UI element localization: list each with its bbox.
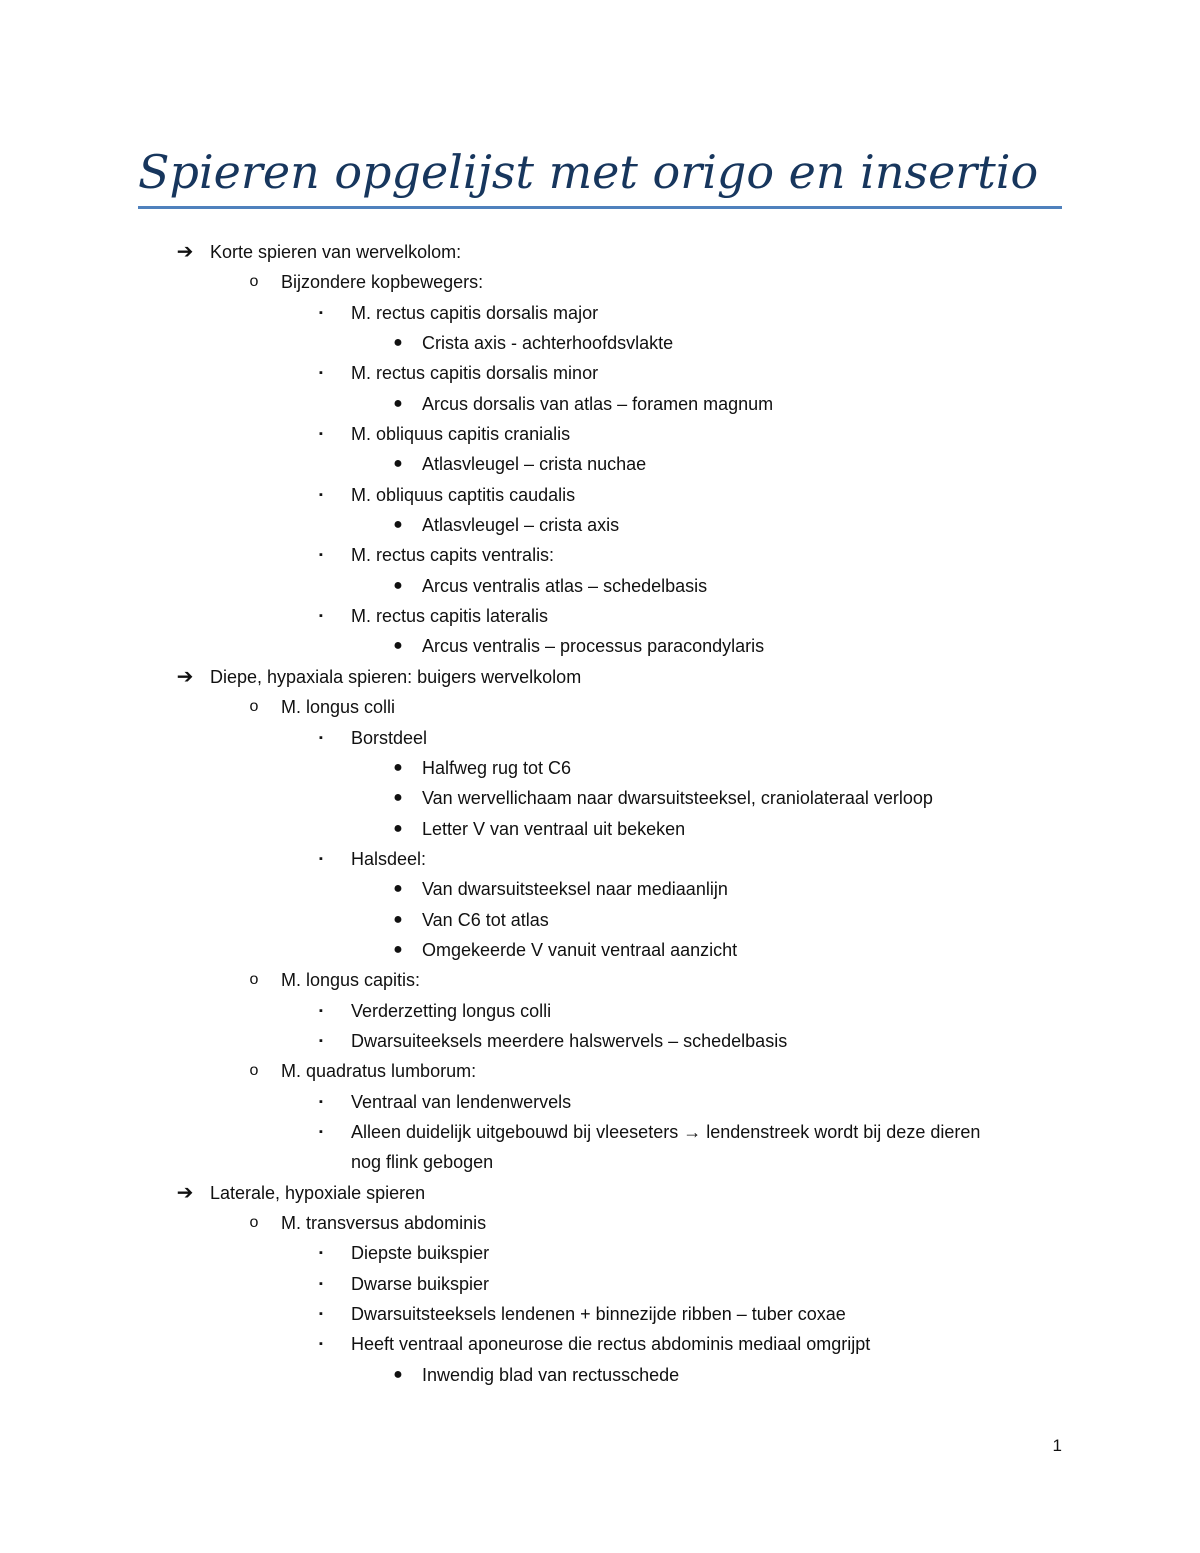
outline-subitem bbox=[0, 510, 1200, 540]
square-bullet-icon: ▪ bbox=[319, 549, 323, 562]
outline-item bbox=[0, 298, 1200, 328]
dot-bullet-icon: ● bbox=[393, 789, 403, 807]
square-bullet-icon: ▪ bbox=[319, 1034, 323, 1047]
title-underline bbox=[138, 206, 1062, 209]
outline-text: Atlasvleugel – crista axis bbox=[422, 515, 620, 536]
muscle-outline-list bbox=[0, 237, 1200, 1390]
outline-subitem bbox=[0, 874, 1200, 904]
square-bullet-icon: ▪ bbox=[319, 306, 323, 319]
outline-item bbox=[0, 723, 1200, 753]
outline-text: Halsdeel: bbox=[351, 848, 427, 869]
outline-item bbox=[0, 1238, 1200, 1268]
outline-item bbox=[0, 1299, 1200, 1329]
dot-bullet-icon: ● bbox=[393, 758, 403, 776]
circle-bullet-icon: o bbox=[249, 1062, 259, 1080]
outline-text: M. rectus capits ventralis: bbox=[351, 545, 555, 566]
outline-subitem bbox=[0, 631, 1200, 661]
outline-text: Arcus ventralis atlas – schedelbasis bbox=[422, 575, 708, 596]
outline-item bbox=[0, 1026, 1200, 1056]
arrow-right-icon: ➔ bbox=[176, 241, 194, 263]
square-bullet-icon: ▪ bbox=[319, 1004, 323, 1017]
outline-item bbox=[0, 358, 1200, 388]
square-bullet-icon: ▪ bbox=[319, 610, 323, 623]
outline-text: Halfweg rug tot C6 bbox=[422, 757, 572, 778]
dot-bullet-icon: ● bbox=[393, 1365, 403, 1383]
outline-item bbox=[0, 1269, 1200, 1299]
arrow-right-icon: ➔ bbox=[176, 665, 194, 688]
outline-muscle-group bbox=[0, 1208, 1200, 1238]
dot-bullet-icon: ● bbox=[393, 880, 403, 898]
outline-text: Crista axis - achterhoofdsvlakte bbox=[422, 333, 674, 354]
square-bullet-icon: ▪ bbox=[319, 1095, 323, 1108]
outline-subitem bbox=[0, 935, 1200, 965]
outline-text: M. rectus capitis dorsalis major bbox=[351, 302, 599, 323]
outline-item bbox=[0, 1329, 1200, 1359]
outline-text: Alleen duidelijk uitgebouwd bij vleeseters → lendenstreek wordt bij deze dieren bbox=[351, 1121, 981, 1142]
circle-bullet-icon: o bbox=[249, 1214, 259, 1231]
outline-text: M. rectus capitis dorsalis minor bbox=[351, 363, 599, 384]
outline-subitem bbox=[0, 814, 1200, 844]
outline-item-continuation bbox=[0, 1147, 1200, 1177]
outline-text: Dwarse buikspier bbox=[351, 1273, 490, 1294]
outline-section bbox=[0, 1178, 1200, 1208]
outline-text: Arcus ventralis – processus paracondylaris bbox=[422, 636, 765, 657]
outline-text: M. obliquus capitis cranialis bbox=[351, 424, 571, 445]
dot-bullet-icon: ● bbox=[393, 940, 403, 958]
outline-text: nog flink gebogen bbox=[351, 1152, 494, 1173]
outline-text: Heeft ventraal aponeurose die rectus abdominis mediaal omgrijpt bbox=[351, 1334, 871, 1355]
outline-text: Letter V van ventraal uit bekeken bbox=[422, 818, 686, 839]
outline-section bbox=[0, 237, 1200, 267]
outline-subitem bbox=[0, 449, 1200, 479]
outline-text: Ventraal van lendenwervels bbox=[351, 1091, 572, 1112]
square-bullet-icon: ▪ bbox=[319, 428, 323, 441]
dot-bullet-icon: ● bbox=[393, 637, 403, 655]
outline-text: M. transversus abdominis bbox=[281, 1213, 487, 1233]
arrow-right-icon: ➔ bbox=[176, 1181, 194, 1204]
outline-item bbox=[0, 844, 1200, 874]
outline-text: Bijzondere kopbewegers: bbox=[281, 272, 484, 293]
square-bullet-icon: ▪ bbox=[319, 1277, 323, 1290]
outline-text: Korte spieren van wervelkolom: bbox=[210, 242, 462, 262]
circle-bullet-icon: o bbox=[249, 971, 259, 989]
outline-text: Borstdeel bbox=[351, 727, 428, 748]
outline-section bbox=[0, 662, 1200, 692]
square-bullet-icon: ▪ bbox=[319, 488, 323, 501]
outline-subitem bbox=[0, 328, 1200, 358]
square-bullet-icon: ▪ bbox=[319, 367, 323, 380]
dot-bullet-icon: ● bbox=[393, 819, 403, 837]
outline-subitem bbox=[0, 571, 1200, 601]
outline-text: Dwarsuitsteeksels lendenen + binnezijde ribben – tuber coxae bbox=[351, 1304, 846, 1325]
outline-text: M. longus capitis: bbox=[281, 970, 421, 991]
square-bullet-icon: ▪ bbox=[319, 852, 323, 865]
outline-item bbox=[0, 601, 1200, 631]
outline-subitem bbox=[0, 753, 1200, 783]
outline-subitem bbox=[0, 1360, 1200, 1390]
dot-bullet-icon: ● bbox=[393, 334, 403, 352]
outline-item bbox=[0, 540, 1200, 570]
dot-bullet-icon: ● bbox=[393, 455, 403, 473]
outline-text: Van dwarsuitsteeksel naar mediaanlijn bbox=[422, 879, 728, 900]
outline-text: Laterale, hypoxiale spieren bbox=[210, 1182, 426, 1203]
dot-bullet-icon: ● bbox=[393, 394, 403, 412]
outline-muscle-group bbox=[0, 1056, 1200, 1086]
outline-subitem bbox=[0, 905, 1200, 935]
outline-text: Verderzetting longus colli bbox=[351, 1000, 552, 1021]
outline-text: M. obliquus captitis caudalis bbox=[351, 484, 576, 505]
outline-text: M. rectus capitis lateralis bbox=[351, 606, 549, 627]
dot-bullet-icon: ● bbox=[393, 576, 403, 594]
square-bullet-icon: ▪ bbox=[319, 731, 323, 744]
circle-bullet-icon: o bbox=[249, 273, 259, 291]
outline-text: Van C6 tot atlas bbox=[422, 909, 549, 930]
outline-text: Van wervellichaam naar dwarsuitsteeksel, craniolateraal verloop bbox=[422, 788, 933, 809]
dot-bullet-icon: ● bbox=[393, 516, 403, 534]
circle-bullet-icon: o bbox=[249, 698, 259, 716]
outline-text: Inwendig blad van rectusschede bbox=[422, 1364, 680, 1385]
outline-muscle-group bbox=[0, 965, 1200, 995]
outline-text: Arcus dorsalis van atlas – foramen magnum bbox=[422, 393, 774, 414]
outline-text: Omgekeerde V vanuit ventraal aanzicht bbox=[422, 939, 738, 960]
outline-subitem bbox=[0, 783, 1200, 813]
outline-text: Diepste buikspier bbox=[351, 1243, 490, 1264]
outline-text: Diepe, hypaxiala spieren: buigers wervelkolom bbox=[210, 666, 582, 687]
square-bullet-icon: ▪ bbox=[319, 1338, 323, 1351]
outline-text: M. quadratus lumborum: bbox=[281, 1061, 477, 1082]
dot-bullet-icon: ● bbox=[393, 910, 403, 928]
outline-muscle-group bbox=[0, 692, 1200, 722]
square-bullet-icon: ▪ bbox=[319, 1125, 323, 1138]
square-bullet-icon: ▪ bbox=[319, 1247, 323, 1260]
page-number: 1 bbox=[1052, 1436, 1062, 1455]
outline-item bbox=[0, 480, 1200, 510]
page-title: Spieren opgelijst met origo en insertio bbox=[138, 145, 1039, 199]
square-bullet-icon: ▪ bbox=[319, 1308, 323, 1321]
outline-item bbox=[0, 1117, 1200, 1147]
outline-item bbox=[0, 419, 1200, 449]
outline-item bbox=[0, 1087, 1200, 1117]
outline-muscle-group bbox=[0, 267, 1200, 297]
outline-text: M. longus colli bbox=[281, 697, 396, 718]
outline-subitem bbox=[0, 389, 1200, 419]
outline-text: Atlasvleugel – crista nuchae bbox=[422, 454, 647, 475]
outline-text: Dwarsuiteeksels meerdere halswervels – schedelbasis bbox=[351, 1030, 788, 1051]
outline-item bbox=[0, 996, 1200, 1026]
